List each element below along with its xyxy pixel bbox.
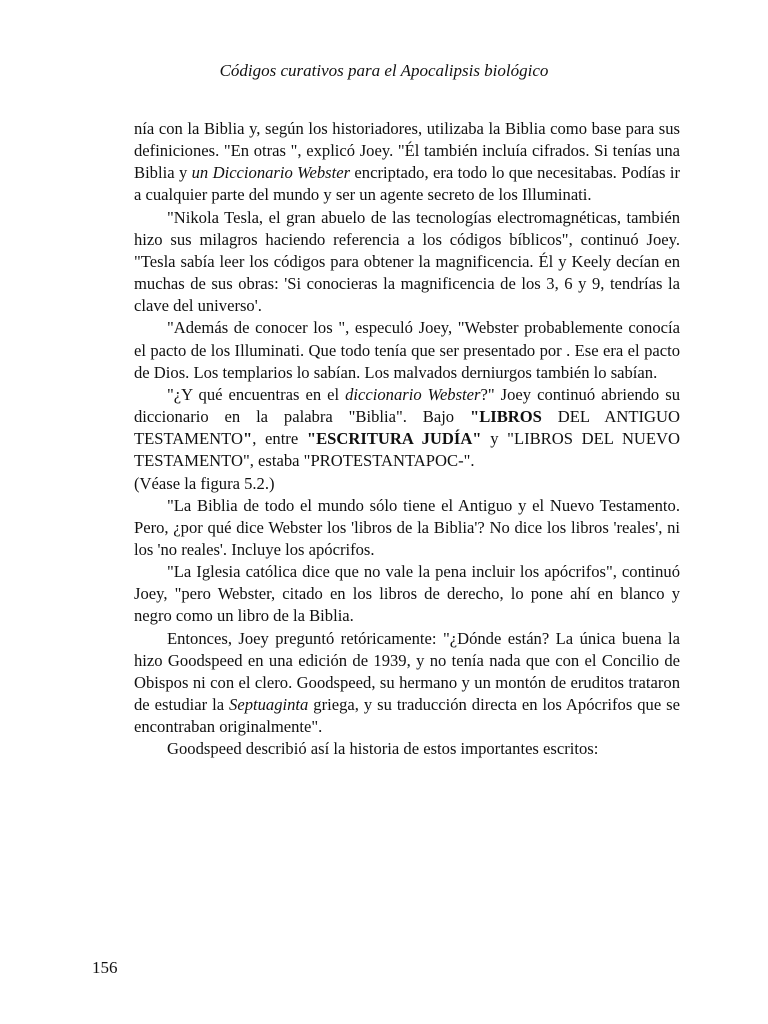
paragraph (134, 495, 680, 561)
text-run: Entonces, Joey preguntó retóricamente: "¿Dónde están? La única buena la hizo Goodspeed en una edición de 1939, y no tenía nada que con el Concilio de Obispos ni con el clero. Goodspeed, su hermano y un montón de eruditos trataron de estudiar la (134, 628, 680, 715)
page-number: 156 (92, 958, 118, 977)
text-run: "La Iglesia católica dice que no vale la pena incluir los apócrifos", continuó Joey, "pero Webster, citado en los libros de derecho, lo pone ahí en blanco y negro como un libro de la Biblia. (134, 562, 680, 626)
text-run: DEL ANTIGUO TESTAMENTO (134, 407, 680, 449)
paragraph (134, 384, 680, 473)
italic-text: Septuaginta (229, 695, 309, 715)
italic-text: diccionario Webster (345, 384, 481, 404)
text-run: (Véase la figura 5.2.) (134, 473, 275, 493)
bold-text: "ESCRITURA JUDÍA" (306, 429, 482, 449)
bold-text: "LIBROS (469, 407, 542, 427)
text-run: ?" Joey continuó abriendo su diccionario en la palabra "Biblia". Bajo (134, 384, 680, 427)
text-run: Goodspeed describió así la historia de estos importantes escritos: (167, 739, 599, 759)
text-run: y "LIBROS DEL NUEVO TESTAMENTO", estaba "PROTESTANTAPOC-". (134, 429, 681, 471)
italic-text: un Diccionario Webster (191, 163, 351, 183)
paragraph (134, 118, 680, 207)
text-run: "La Biblia de todo el mundo sólo tiene el Antiguo y el Nuevo Testamento. Pero, ¿por qué dice Webster los 'libros de la Biblia'? No dice los libros 'reales', ni los 'no reales'. Incluye los apócrifos. (134, 495, 680, 559)
text-run: griega, y su traducción directa en los Apócrifos que se encontraban originalmente". (134, 695, 680, 737)
text-run: encriptado, era todo lo que necesitabas. Podías ir a cualquier parte del mundo y ser un agente secreto de los Illuminati. (134, 163, 680, 205)
body-text (134, 118, 680, 761)
paragraph (134, 317, 680, 383)
text-run: "Además de conocer los ", especuló Joey, "Webster probablemente conocía el pacto de los Illuminati. Que todo tenía que ser presentado por . Ese era el pacto de Dios. Los templarios lo sabían. Los malvados derniurgos también lo sabían. (134, 318, 680, 382)
bold-text: " (243, 429, 253, 449)
running-header: Códigos curativos para el Apocalipsis biológico (219, 61, 549, 80)
text-run: "Nikola Tesla, el gran abuelo de las tecnologías electromagnéticas, también hizo sus milagros haciendo referencia a los códigos bíblicos", continuó Joey. "Tesla sabía leer los códigos para obtener la magnificencia. Él y Keely decían en muchas de sus obras: 'Si conocieras la magnificencia de los 3, 6 y 9, tendrías la clave del universo'. (134, 207, 680, 316)
paragraph (134, 738, 680, 760)
paragraph (134, 207, 680, 318)
text-run: , entre (252, 429, 307, 449)
text-run: nía con la Biblia y, según los historiadores, utilizaba la Biblia como base para sus definiciones. "En otras ", explicó Joey. "Él también incluía cifrados. Si tenías una Biblia y (134, 119, 680, 183)
text-run: "¿Y qué encuentras en el (167, 384, 346, 404)
paragraph (134, 628, 680, 739)
paragraph (134, 561, 680, 627)
paragraph (134, 473, 680, 495)
